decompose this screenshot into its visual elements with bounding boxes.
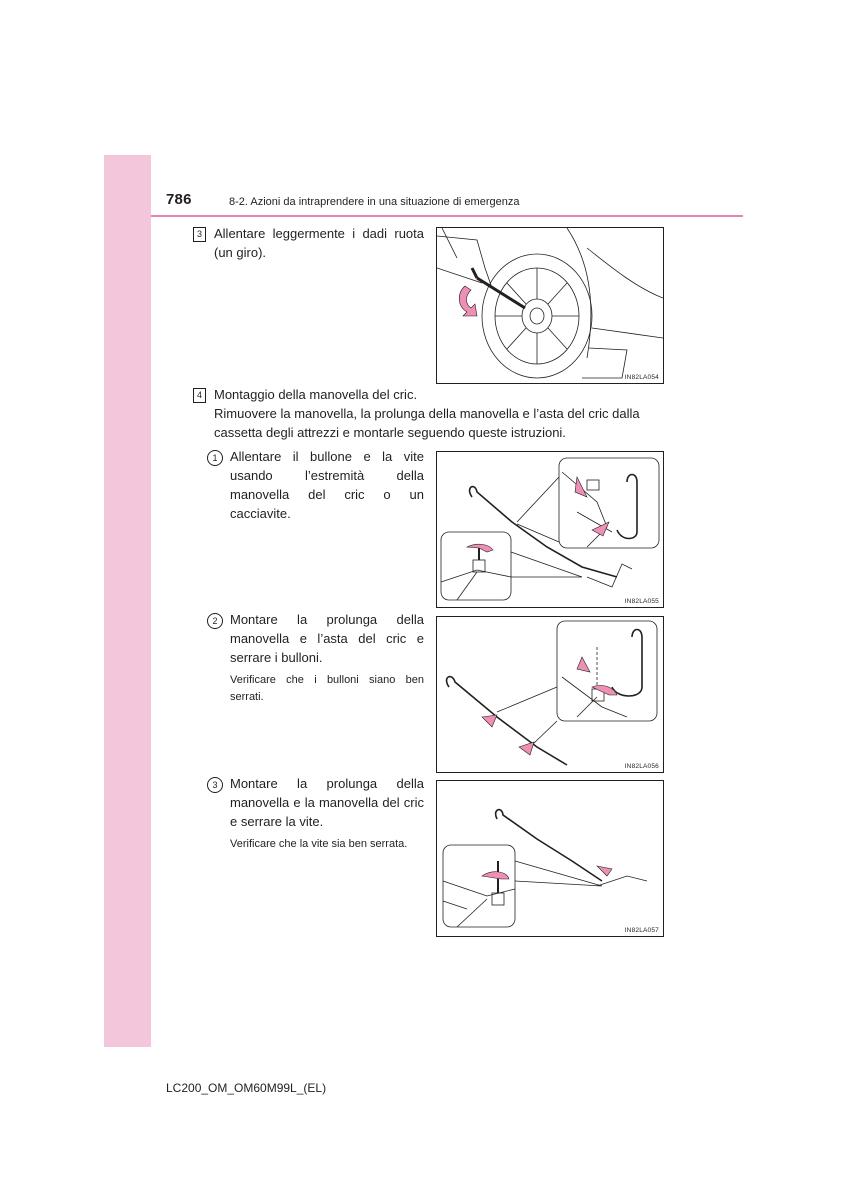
- step-text: Allentare leggermente i dadi ruota (un giro).: [214, 226, 424, 260]
- substep-text: Montare la prolunga della manovella e la manovella del cric e serrare la vite.: [230, 776, 424, 829]
- substep-note: Verificare che la vite sia ben serrata.: [230, 838, 408, 850]
- figure-code: IN82LA054: [624, 374, 659, 381]
- wheel-illustration: [437, 228, 663, 383]
- figure-code: IN82LA056: [624, 763, 659, 770]
- header-rule: [151, 215, 743, 217]
- figure-assemble-handle: [436, 780, 664, 937]
- substep-note: Verificare che i bulloni siano ben serrati.: [230, 674, 424, 703]
- jack-handle-illustration: [437, 452, 663, 607]
- step-number-box: 3: [193, 227, 206, 242]
- substep-number-circle: 2: [207, 613, 223, 629]
- figure-assemble-extension: [436, 616, 664, 773]
- arrow-icon: [597, 866, 612, 876]
- substep-text: Allentare il bullone e la vite usando l’estremità della manovella del cric o un cacciavite.: [230, 449, 424, 521]
- footer-doc-code: LC200_OM_OM60M99L_(EL): [166, 1081, 327, 1095]
- substep-number-circle: 3: [207, 777, 223, 793]
- chapter-side-tab: [104, 155, 151, 1047]
- rotation-arrow-icon: [459, 286, 477, 316]
- figure-code: IN82LA055: [624, 598, 659, 605]
- step-intro: Rimuovere la manovella, la prolunga della manovella e l’asta del cric dalla cassetta degli attrezzi e montarle seguendo queste istruzioni.: [214, 406, 640, 440]
- section-title: 8-2. Azioni da intraprendere in una situazione di emergenza: [229, 196, 520, 208]
- figure-loosen-wheel-nuts: [436, 227, 664, 384]
- jack-handle-assembly-illustration: [437, 781, 663, 936]
- step-number-box: 4: [193, 388, 206, 403]
- substep-text: Montare la prolunga della manovella e l’asta del cric e serrare i bulloni.: [230, 612, 424, 665]
- page-number: 786: [166, 191, 192, 208]
- step-title: Montaggio della manovella del cric.: [214, 387, 418, 402]
- jack-assembly-illustration: [437, 617, 663, 772]
- substep-number-circle: 1: [207, 450, 223, 466]
- figure-loosen-bolt: [436, 451, 664, 608]
- figure-code: IN82LA057: [624, 927, 659, 934]
